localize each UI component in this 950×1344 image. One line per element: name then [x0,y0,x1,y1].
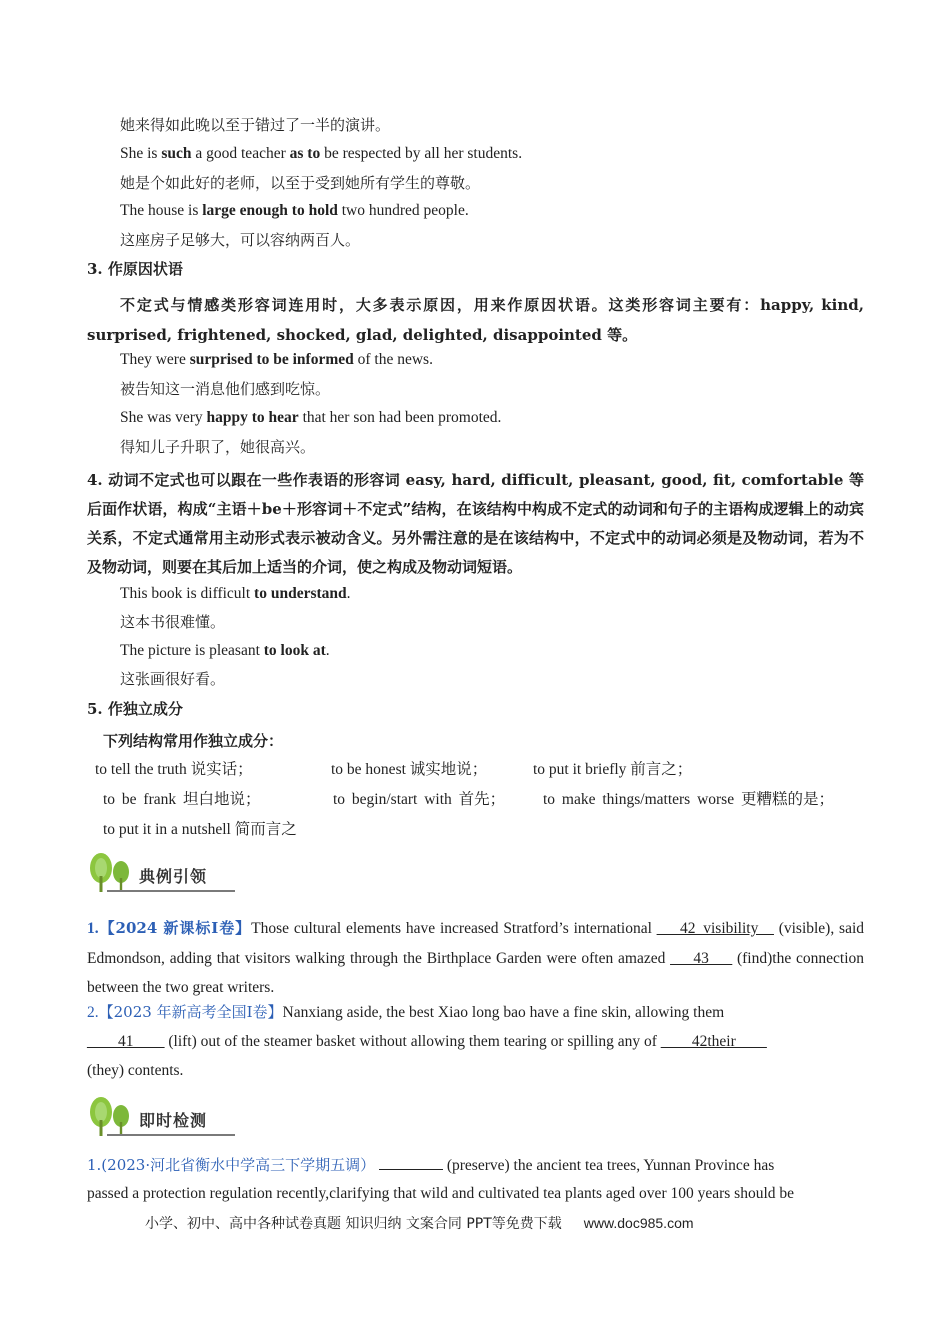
answer-blank: ____41____ [87,1033,165,1050]
section-intro: 下列结构常用作独立成分： [103,732,284,750]
phrase-item: to tell the truth 说实话； [95,761,253,778]
banner-label: 即时检测 [139,1111,208,1130]
tree-icon [87,852,137,894]
phrase-item: to begin/start with 首先； [333,791,506,808]
section-heading: 5. 作独立成分 [87,700,183,718]
example-question-2: 2.【2023 年新高考全国Ⅰ卷】Nanxiang aside, the best Xiao long bao have a fine skin, allowing them [87,1003,725,1021]
example-question-1: 1.【2024 新课标Ⅰ卷】Those cultural elements have increased Stratford’s international ___42_visibility__ (visible), said Edmondson, adding that visitors walking through the Birthplace Garden were often amazed ___43___ (find)the connection between the two great writers. [87,919,865,996]
section-rule: 不定式与情感类形容词连用时，大多表示原因，用来作原因状语。这类形容词主要有：happy, kind, surprised, frightened, shocked, glad, delighted, disappointed 等。 [87,296,864,344]
phrase-item: to put it briefly 前言之； [533,761,693,778]
example-translation: 这座房子足够大，可以容纳两百人。 [120,231,361,249]
page-footer: 小学、初中、高中各种试卷真题 知识归纳 文案合同 PPT等免费下载 www.doc985.com [145,1215,694,1232]
example-translation: 这本书很难懂。 [120,613,226,631]
phrase-item: to make things/matters worse 更糟糕的是； [543,791,834,808]
answer-blank: ___42_visibility__ [656,920,774,937]
banner-underline [107,1134,235,1136]
answer-blank: ____42their____ [660,1033,767,1050]
check-banner [87,1096,237,1142]
phrase-item: to be honest 诚实地说； [331,761,488,778]
answer-blank [379,1155,443,1170]
footer-url[interactable]: www.doc985.com [583,1215,694,1231]
example-sentence: This book is difficult to understand. [120,585,351,602]
example-translation: 她是个如此好的老师，以至于受到她所有学生的尊敬。 [120,174,481,192]
banner-underline [107,890,235,892]
phrase-item: to be frank 坦白地说； [103,791,261,808]
example-question-2-end: (they) contents. [87,1062,184,1079]
example-translation: 这张画很好看。 [120,670,226,688]
examples-banner [87,852,237,898]
example-translation: 被告知这一消息他们感到吃惊。 [120,380,331,398]
example-question-2-cont: ____41____ (lift) out of the steamer basket without allowing them tearing or spilling any of ____42their____ [87,1033,767,1050]
example-sentence: They were surprised to be informed of the news. [120,351,433,368]
banner-label: 典例引领 [139,867,208,886]
example-sentence: She was very happy to hear that her son had been promoted. [120,409,502,426]
example-translation: 得知儿子升职了，她很高兴。 [120,438,316,456]
phrase-item: to put it in a nutshell 简而言之 [103,821,297,838]
example-sentence: The house is large enough to hold two hundred people. [120,202,469,219]
example-sentence: She is such a good teacher as to be respected by all her students. [120,145,523,162]
check-question-1: 1.(2023·河北省衡水中学高三下学期五调） (preserve) the ancient tea trees, Yunnan Province has [87,1156,775,1174]
example-sentence: The picture is pleasant to look at. [120,642,330,659]
section-rule: 4. 动词不定式也可以跟在一些作表语的形容词 easy, hard, difficult, pleasant, good, fit, comfortable 等后面作状语，构成“主语＋be＋形容词＋不定式”结构，在该结构中构成不定式的动词和句子的主语构成逻辑上的动宾关系，不定式通常用主动形式表示被动含义。另外需注意的是在该结构中，不定式中的动词必须是及物动词，若为不及物动词，则要在其后加上适当的介词，使之构成及物动词短语。 [87,471,864,576]
answer-blank: ___43___ [670,949,733,967]
section-heading: 3. 作原因状语 [87,260,183,278]
check-question-1-cont: passed a protection regulation recently,clarifying that wild and cultivated tea plants aged over 100 years should be [87,1185,795,1202]
tree-icon [87,1096,137,1138]
example-translation: 她来得如此晚以至于错过了一半的演讲。 [120,116,391,134]
